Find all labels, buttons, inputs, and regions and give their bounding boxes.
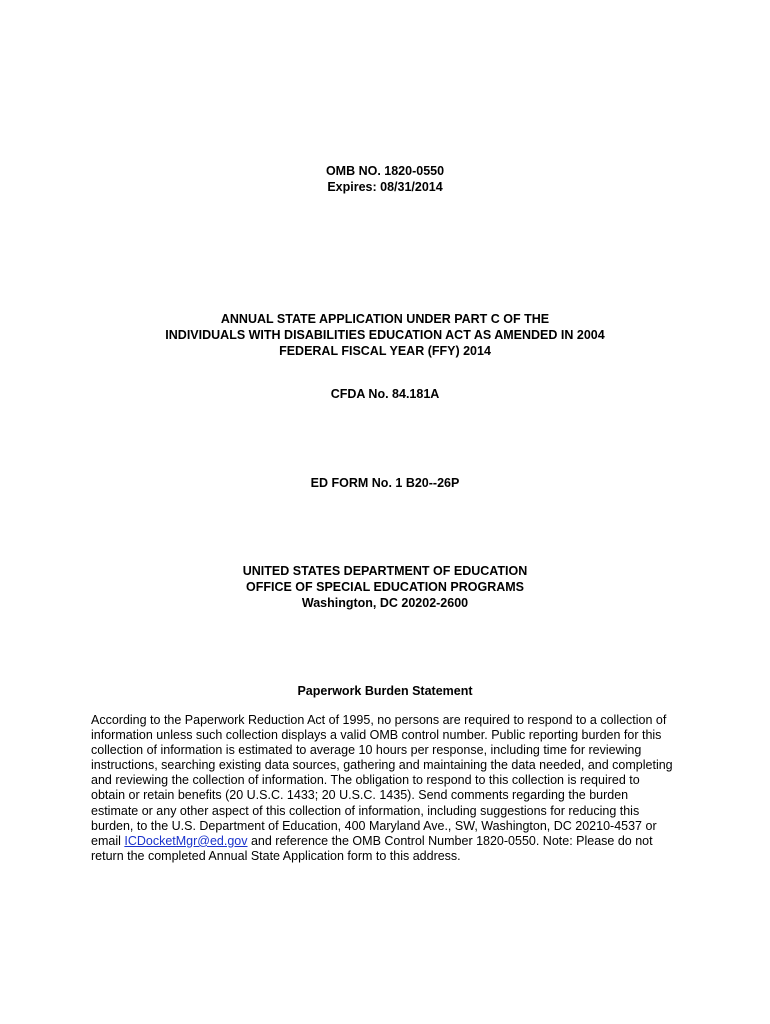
omb-number: OMB NO. 1820-0550 bbox=[325, 164, 445, 178]
agency-block bbox=[0, 563, 770, 611]
paperwork-burden-heading: Paperwork Burden Statement bbox=[297, 684, 473, 698]
agency-line-2: OFFICE OF SPECIAL EDUCATION PROGRAMS bbox=[245, 580, 525, 594]
cfda-number: CFDA No. 84.181A bbox=[330, 387, 440, 401]
email-prefix: email bbox=[91, 833, 125, 848]
burden-line: According to the Paperwork Reduction Act of 1995, no persons are required to respond to a collection of bbox=[91, 713, 667, 727]
title-line-1: ANNUAL STATE APPLICATION UNDER PART C OF THE bbox=[220, 312, 550, 326]
title-line-3: FEDERAL FISCAL YEAR (FFY) 2014 bbox=[279, 344, 491, 358]
ed-form-number: ED FORM No. 1 B20--26P bbox=[310, 476, 460, 490]
expiration-date: Expires: 08/31/2014 bbox=[327, 180, 443, 194]
burden-line: collection of information is estimated to average 10 hours per response, including time for reviewing bbox=[91, 743, 642, 758]
paperwork-burden-statement bbox=[91, 713, 691, 864]
burden-line: information unless such collection displays a valid OMB control number. Public reporting burden for this bbox=[91, 728, 662, 743]
email-link[interactable]: ICDocketMgr@ed.gov bbox=[124, 833, 248, 848]
burden-line: obtain or retain benefits (20 U.S.C. 1433; 20 U.S.C. 1435). Send comments regarding the burden bbox=[91, 788, 629, 803]
burden-line: and reviewing the collection of information. The obligation to respond to this collection is required to bbox=[91, 773, 640, 788]
burden-line: burden, to the U.S. Department of Education, 400 Maryland Ave., SW, Washington, DC 20210-4537 or bbox=[91, 818, 657, 833]
burden-line: return the completed Annual State Application form to this address. bbox=[91, 848, 461, 863]
title-line-2: INDIVIDUALS WITH DISABILITIES EDUCATION ACT AS AMENDED IN 2004 bbox=[165, 328, 605, 342]
burden-line: estimate or any other aspect of this collection of information, including suggestions for reducing this bbox=[91, 803, 640, 818]
agency-address: Washington, DC 20202-2600 bbox=[301, 596, 469, 610]
agency-line-1: UNITED STATES DEPARTMENT OF EDUCATION bbox=[242, 564, 528, 578]
burden-line: instructions, searching existing data sources, gathering and maintaining the data needed, and completing bbox=[91, 758, 673, 773]
document-title bbox=[0, 311, 770, 359]
email-suffix: and reference the OMB Control Number 1820-0550. Note: Please do not bbox=[247, 833, 653, 848]
omb-header bbox=[0, 163, 770, 195]
burden-line-email bbox=[91, 834, 691, 849]
